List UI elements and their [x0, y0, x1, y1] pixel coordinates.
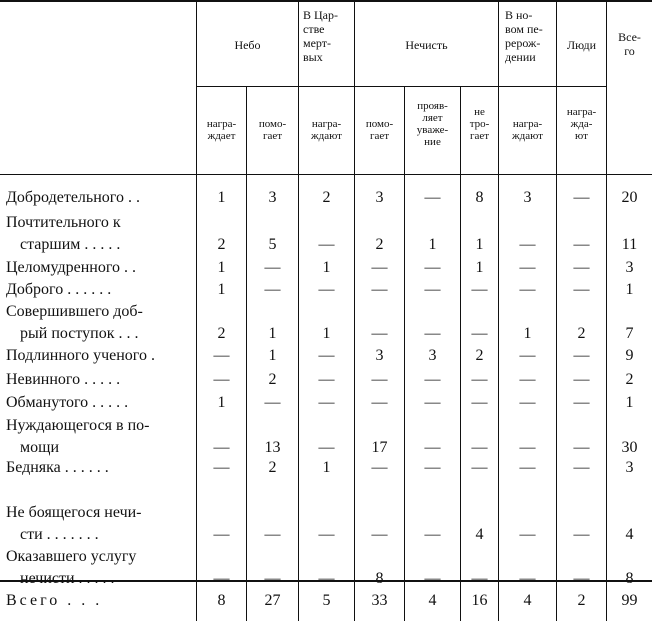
- table-cell: —: [213, 347, 230, 364]
- table-cell: —: [264, 394, 281, 411]
- row-label: Бедняка . . . . . .: [6, 459, 109, 476]
- table-cell: 1: [625, 394, 634, 411]
- table-cell: 4: [625, 526, 634, 543]
- total-cell: 16: [471, 592, 488, 609]
- sub-header-2: помо- гает: [258, 118, 287, 142]
- table-cell: —: [471, 459, 488, 476]
- row-label: Подлинного ученого .: [6, 347, 155, 364]
- table-cell: —: [318, 236, 335, 253]
- sub-header-6: не тро- гает: [469, 106, 490, 142]
- table-cell: 3: [375, 347, 384, 364]
- table-cell: —: [573, 526, 590, 543]
- table-cell: 1: [322, 259, 331, 276]
- total-cell: 5: [322, 592, 331, 609]
- table-cell: —: [318, 281, 335, 298]
- table-cell: 1: [268, 325, 277, 342]
- total-cell: 2: [577, 592, 586, 609]
- table-cell: 2: [577, 325, 586, 342]
- table-cell: 1: [217, 259, 226, 276]
- table-cell: 2: [268, 459, 277, 476]
- table-cell: 3: [268, 189, 277, 206]
- table-cell: —: [318, 526, 335, 543]
- row-label: Добродетельного . .: [6, 189, 140, 206]
- row-label: Нуждающегося в по-: [6, 417, 150, 434]
- table-cell: —: [371, 259, 388, 276]
- table-cell: —: [471, 281, 488, 298]
- table-cell: 2: [375, 236, 384, 253]
- table-cell: —: [471, 325, 488, 342]
- table-cell: —: [471, 439, 488, 456]
- table-cell: —: [519, 459, 536, 476]
- table-cell: —: [371, 459, 388, 476]
- table-cell: —: [424, 371, 441, 388]
- row-label: мощи: [20, 439, 60, 456]
- total-cell: 99: [621, 592, 638, 609]
- table-cell: 2: [475, 347, 484, 364]
- table-cell: 1: [217, 189, 226, 206]
- table-cell: —: [424, 526, 441, 543]
- table-cell: 3: [428, 347, 437, 364]
- table-cell: —: [318, 570, 335, 587]
- table-cell: —: [519, 439, 536, 456]
- table-cell: 7: [625, 325, 634, 342]
- group-header-rebirth: В но- вом пе- рерож- дении: [505, 8, 543, 64]
- table-cell: —: [519, 371, 536, 388]
- table-cell: —: [573, 259, 590, 276]
- row-label: Доброго . . . . . .: [6, 281, 112, 298]
- table-cell: —: [573, 189, 590, 206]
- table-cell: 3: [375, 189, 384, 206]
- table-cell: 1: [523, 325, 532, 342]
- table-cell: —: [264, 570, 281, 587]
- table-cell: —: [519, 394, 536, 411]
- table-cell: —: [424, 459, 441, 476]
- table-cell: —: [573, 394, 590, 411]
- table-cell: 3: [523, 189, 532, 206]
- table-cell: —: [371, 526, 388, 543]
- table-cell: 1: [428, 236, 437, 253]
- table-cell: 11: [621, 236, 638, 253]
- table-cell: —: [519, 347, 536, 364]
- header-bottom-rule: [0, 174, 652, 175]
- table-cell: —: [264, 526, 281, 543]
- table-cell: —: [424, 570, 441, 587]
- table-cell: —: [318, 394, 335, 411]
- table-cell: —: [264, 281, 281, 298]
- table-cell: —: [213, 459, 230, 476]
- table-cell: —: [371, 281, 388, 298]
- table-cell: —: [471, 371, 488, 388]
- row-label: Почтительного к: [6, 214, 121, 231]
- row-label: Невинного . . . . .: [6, 371, 121, 388]
- table-cell: —: [213, 526, 230, 543]
- table-cell: —: [213, 371, 230, 388]
- table-cell: —: [519, 236, 536, 253]
- table-cell: 13: [264, 439, 281, 456]
- table-cell: —: [573, 459, 590, 476]
- table-cell: —: [264, 259, 281, 276]
- table-cell: —: [471, 394, 488, 411]
- table-cell: —: [318, 439, 335, 456]
- table-cell: —: [471, 570, 488, 587]
- total-cell: 4: [428, 592, 437, 609]
- total-cell: 27: [264, 592, 281, 609]
- table-cell: 9: [625, 347, 634, 364]
- header-mid-rule: [196, 86, 606, 87]
- row-label: сти . . . . . . .: [20, 526, 99, 543]
- row-label: Обманутого . . . . .: [6, 394, 129, 411]
- table-cell: —: [424, 281, 441, 298]
- table-cell: —: [371, 325, 388, 342]
- table-cell: —: [213, 570, 230, 587]
- table-cell: —: [424, 325, 441, 342]
- group-header-total: Все- го: [618, 30, 641, 58]
- group-header-sky: Небо: [234, 38, 261, 52]
- table-cell: 2: [322, 189, 331, 206]
- table-cell: —: [318, 371, 335, 388]
- table-cell: 3: [625, 459, 634, 476]
- table-cell: —: [519, 281, 536, 298]
- table-cell: —: [318, 347, 335, 364]
- table-cell: 1: [475, 236, 484, 253]
- table-cell: —: [573, 570, 590, 587]
- top-rule: [0, 0, 652, 2]
- table-cell: 17: [371, 439, 388, 456]
- table-cell: 1: [475, 259, 484, 276]
- row-label: Совершившего доб-: [6, 303, 143, 320]
- table-cell: 1: [322, 325, 331, 342]
- table-cell: 2: [625, 371, 634, 388]
- table-cell: 2: [268, 371, 277, 388]
- table-cell: 1: [625, 281, 634, 298]
- table-cell: —: [424, 439, 441, 456]
- table-cell: 1: [268, 347, 277, 364]
- table-cell: 1: [217, 394, 226, 411]
- row-label: Не боящегося нечи-: [6, 504, 142, 521]
- row-label: рый поступок . . .: [20, 325, 139, 342]
- total-label: Всего . . .: [6, 592, 103, 609]
- sub-header-4: помо- гает: [365, 118, 394, 142]
- table-cell: 3: [625, 259, 634, 276]
- table-cell: 1: [217, 281, 226, 298]
- total-cell: 33: [371, 592, 388, 609]
- table-cell: —: [213, 439, 230, 456]
- table-cell: 8: [475, 189, 484, 206]
- table-cell: 30: [621, 439, 638, 456]
- total-cell: 8: [217, 592, 226, 609]
- table-cell: 20: [621, 189, 638, 206]
- group-header-underworld: В Цар- стве мерт- вых: [303, 8, 338, 64]
- table-cell: 5: [268, 236, 277, 253]
- row-label: нечисти . . . . .: [20, 570, 115, 587]
- total-cell: 4: [523, 592, 532, 609]
- sub-header-8: награ- ждa- ют: [566, 106, 597, 142]
- table-cell: 8: [625, 570, 634, 587]
- table-cell: 1: [322, 459, 331, 476]
- table-cell: —: [519, 259, 536, 276]
- sub-header-3: награ- ждают: [311, 118, 342, 142]
- row-label: Оказавшего услугу: [6, 548, 137, 565]
- table-cell: 2: [217, 325, 226, 342]
- row-label: Целомудренного . .: [6, 259, 136, 276]
- table-cell: 4: [475, 526, 484, 543]
- table-cell: —: [424, 189, 441, 206]
- table-cell: 2: [217, 236, 226, 253]
- sub-header-1: награ- ждает: [206, 118, 237, 142]
- group-header-evil-spirits: Нечисть: [405, 38, 448, 52]
- table-cell: —: [519, 570, 536, 587]
- table-cell: —: [371, 371, 388, 388]
- sub-header-5: прояв- ляет уваже- ние: [416, 100, 449, 148]
- table-cell: —: [424, 394, 441, 411]
- table-cell: —: [573, 347, 590, 364]
- table-cell: —: [424, 259, 441, 276]
- table-cell: —: [573, 439, 590, 456]
- table-cell: 8: [375, 570, 384, 587]
- table-cell: —: [573, 371, 590, 388]
- group-header-people: Люди: [566, 38, 597, 52]
- row-label: старшим . . . . .: [20, 236, 121, 253]
- sub-header-7: награ- ждают: [512, 118, 543, 142]
- table-cell: —: [573, 236, 590, 253]
- table-cell: —: [519, 526, 536, 543]
- table-cell: —: [371, 394, 388, 411]
- table-cell: —: [573, 281, 590, 298]
